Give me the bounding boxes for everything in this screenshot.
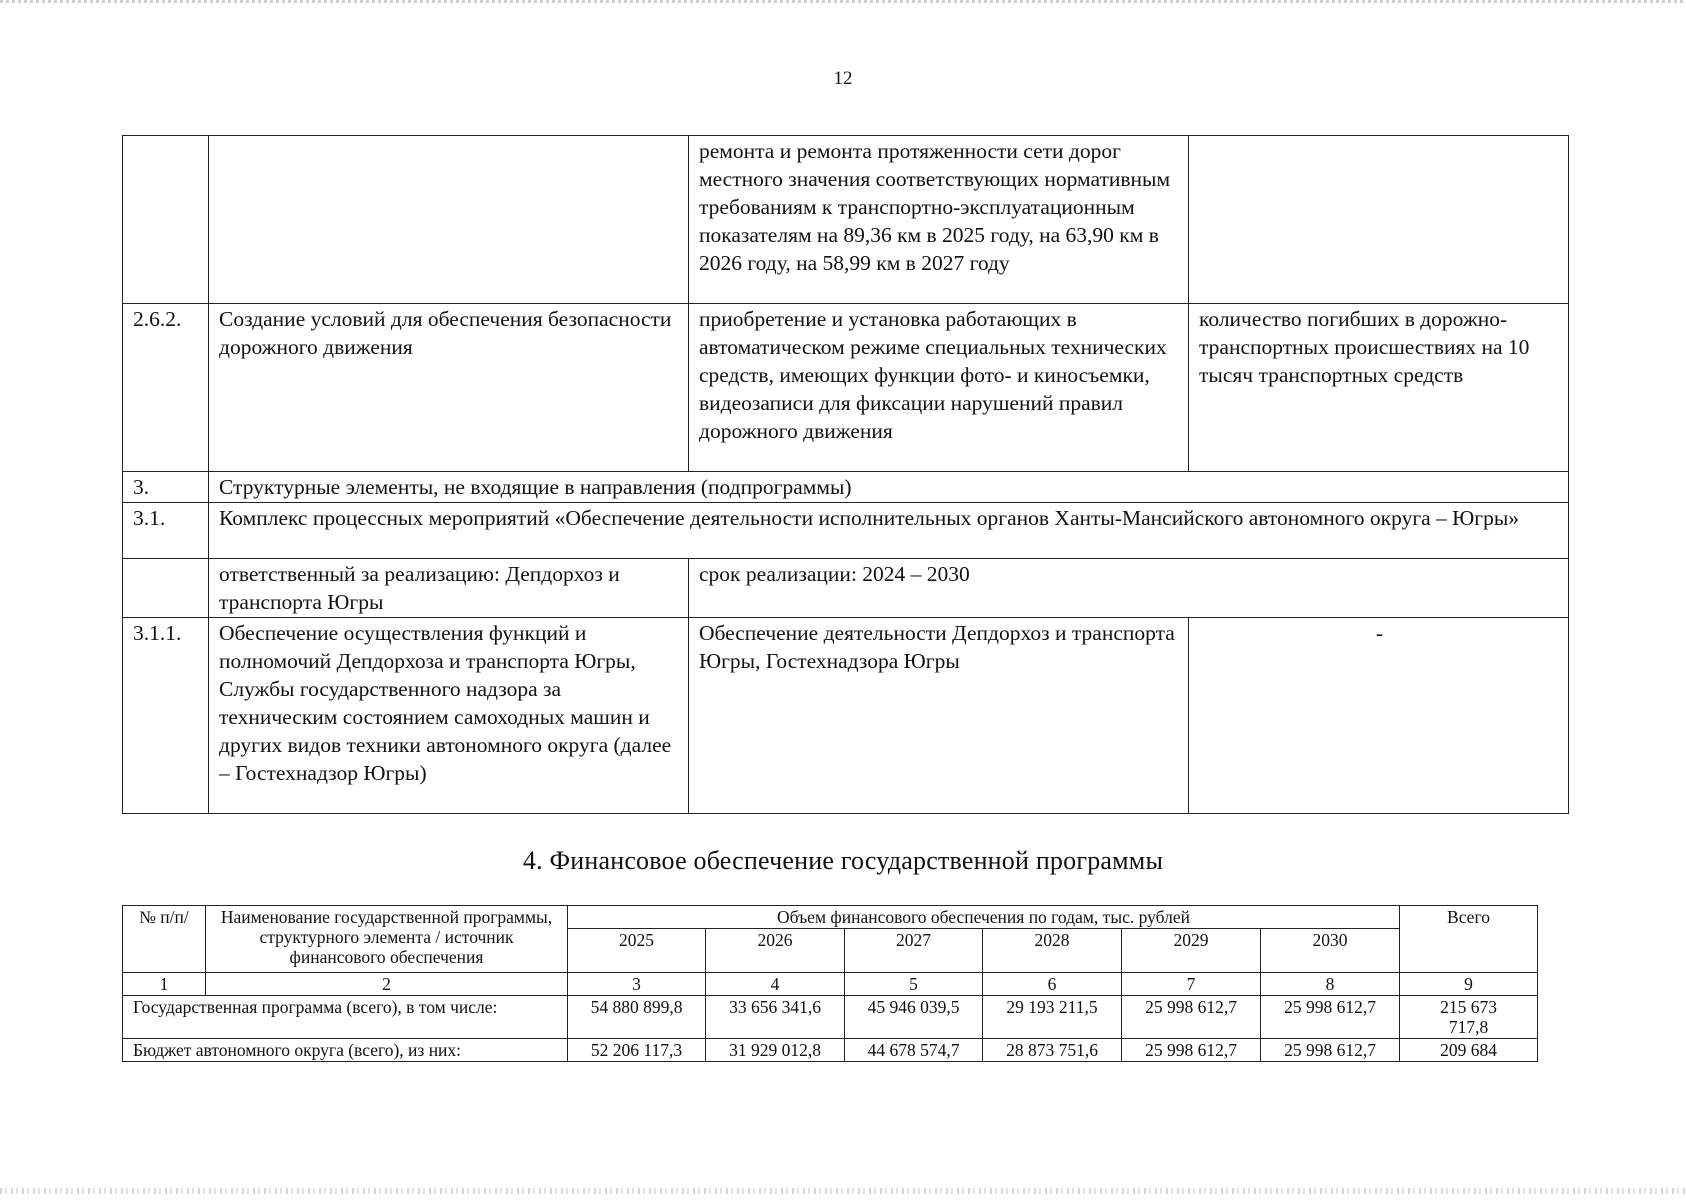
header-num: № п/п/ (123, 906, 206, 973)
value-cell: 31 929 012,8 (706, 1039, 845, 1062)
total-line-2: 717,8 (1448, 1017, 1489, 1037)
header-name: Наименование государственной программы, структурного элемента / источник финансового обеспечения (206, 906, 568, 973)
element-result: приобретение и установка работающих в автоматическом режиме специальных технических средств, имеющих функции фото- и киносъемки, видеозаписи для фиксации нарушений правил дорожного движения (689, 304, 1189, 472)
value-cell: 25 998 612,7 (1261, 1039, 1400, 1062)
table-row (123, 472, 1569, 503)
year-cell: 2028 (983, 929, 1122, 973)
col-number: 4 (706, 973, 845, 996)
row-number: 2.6.2. (123, 304, 209, 472)
scan-edge-bottom (0, 1188, 1686, 1194)
total-cell: 209 684 (1400, 1039, 1538, 1062)
element-result: ремонта и ремонта протяженности сети дорог местного значения соответствующих нормативным требованиям к транспортно-эксплуатационным показателям на 89,36 км в 2025 году, на 63,90 км в 2026 году, на 58,99 км в 2027 году (689, 136, 1189, 304)
value-cell: 28 873 751,6 (983, 1039, 1122, 1062)
value-cell: 29 193 211,5 (983, 996, 1122, 1039)
element-name (209, 136, 689, 304)
table-row (123, 559, 1569, 618)
row-label: Бюджет автономного округа (всего), из них: (123, 1039, 568, 1062)
element-indicator: количество погибших в дорожно-транспортных происшествиях на 10 тысяч транспортных средств (1189, 304, 1569, 472)
row-number: 3.1.1. (123, 618, 209, 814)
element-indicator (1189, 136, 1569, 304)
value-cell: 52 206 117,3 (568, 1039, 706, 1062)
header-total: Всего (1400, 906, 1538, 973)
element-indicator: - (1189, 618, 1569, 814)
table-row (123, 304, 1569, 472)
col-number: 6 (983, 973, 1122, 996)
year-cell: 2027 (845, 929, 983, 973)
total-cell (1400, 996, 1538, 1039)
element-result: Обеспечение деятельности Депдорхоз и транспорта Югры, Гостехнадзора Югры (689, 618, 1189, 814)
responsible-text: ответственный за реализацию: Депдорхоз и транспорта Югры (209, 559, 689, 618)
section-title: 4. Финансовое обеспечение государственной программы (522, 846, 1164, 875)
term-text: срок реализации: 2024 – 2030 (689, 559, 1569, 618)
finance-row-budget (123, 1039, 1538, 1062)
year-cell: 2026 (706, 929, 845, 973)
finance-colnum-row (123, 973, 1538, 996)
complex-title: Комплекс процессных мероприятий «Обеспечение деятельности исполнительных органов Ханты-Мансийского автономного округа – Югры» (209, 503, 1569, 559)
table-row (123, 503, 1569, 559)
row-label: Государственная программа (всего), в том числе: (123, 996, 568, 1039)
col-number: 9 (1400, 973, 1538, 996)
row-number: 3. (123, 472, 209, 503)
row-number (123, 136, 209, 304)
table-row (123, 618, 1569, 814)
col-number: 8 (1261, 973, 1400, 996)
col-number: 5 (845, 973, 983, 996)
value-cell: 54 880 899,8 (568, 996, 706, 1039)
structure-table (122, 135, 1569, 814)
table-row (123, 136, 1569, 304)
value-cell: 25 998 612,7 (1122, 1039, 1261, 1062)
header-volume: Объем финансового обеспечения по годам, тыс. рублей (568, 906, 1400, 929)
finance-header-row (123, 906, 1538, 929)
year-cell: 2030 (1261, 929, 1400, 973)
scan-edge-top (0, 0, 1686, 3)
row-number (123, 559, 209, 618)
element-name: Обеспечение осуществления функций и полномочий Депдорхоза и транспорта Югры, Службы государственного надзора за техническим состоянием самоходных машин и других видов техники автономного округа (далее – Гостехнадзор Югры) (209, 618, 689, 814)
finance-row-program (123, 996, 1538, 1039)
col-number: 7 (1122, 973, 1261, 996)
section-row-text: Структурные элементы, не входящие в направления (подпрограммы) (209, 472, 1569, 503)
finance-table (122, 905, 1538, 1062)
total-line-1: 215 673 (1440, 997, 1497, 1017)
row-number: 3.1. (123, 503, 209, 559)
col-number: 1 (123, 973, 206, 996)
value-cell: 44 678 574,7 (845, 1039, 983, 1062)
year-cell: 2029 (1122, 929, 1261, 973)
value-cell: 25 998 612,7 (1122, 996, 1261, 1039)
value-cell: 25 998 612,7 (1261, 996, 1400, 1039)
value-cell: 33 656 341,6 (706, 996, 845, 1039)
value-cell: 45 946 039,5 (845, 996, 983, 1039)
col-number: 3 (568, 973, 706, 996)
year-cell: 2025 (568, 929, 706, 973)
col-number: 2 (206, 973, 568, 996)
element-name: Создание условий для обеспечения безопасности дорожного движения (209, 304, 689, 472)
page-number: 12 (833, 68, 853, 89)
